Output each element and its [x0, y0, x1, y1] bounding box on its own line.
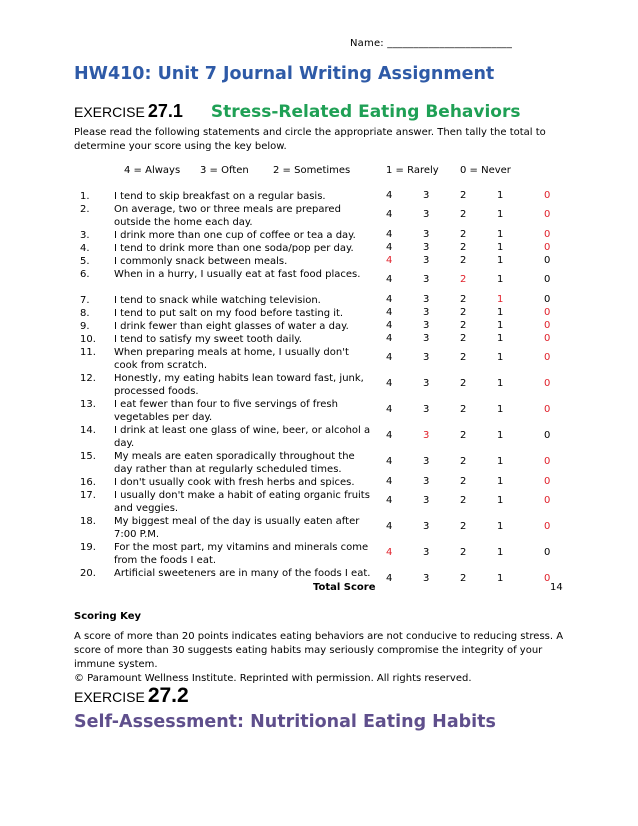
- statement-number: 16.: [80, 477, 96, 488]
- statement-text: Artificial sweeteners are in many of the foods I eat.: [114, 568, 371, 579]
- statement-row: [74, 229, 574, 242]
- score-option[interactable]: 4: [386, 352, 393, 363]
- statement-row: [74, 515, 574, 541]
- name-field-label: Name: ________________________: [350, 38, 513, 49]
- statement-number: 8.: [80, 308, 90, 319]
- statement-number: 9.: [80, 321, 90, 332]
- statement-text: I commonly snack between meals.: [114, 256, 288, 267]
- score-option[interactable]: 3: [423, 307, 430, 318]
- exercise-27-1-heading: [74, 101, 520, 122]
- score-option[interactable]: 1: [497, 320, 504, 331]
- scoring-key-text: [74, 630, 574, 686]
- statement-number: 19.: [80, 542, 96, 553]
- score-option[interactable]: 3: [423, 255, 430, 266]
- statement-row: [74, 320, 574, 333]
- score-option[interactable]: 2: [460, 521, 467, 532]
- score-option[interactable]: 3: [423, 476, 430, 487]
- statement-number: 4.: [80, 243, 90, 254]
- score-option[interactable]: 2: [460, 255, 467, 266]
- statement-number: 1.: [80, 191, 90, 202]
- copyright-notice: © Paramount Wellness Institute. Reprinted with permission. All rights reserved.: [74, 673, 472, 684]
- statement-row: [74, 268, 574, 294]
- score-option[interactable]: 3: [423, 404, 430, 415]
- score-option[interactable]: 3: [423, 430, 430, 441]
- score-option[interactable]: 0: [544, 476, 551, 487]
- exercise-word: EXERCISE: [74, 689, 145, 705]
- key-often: 3 = Often: [200, 165, 249, 176]
- statement-row: [74, 346, 574, 372]
- score-option[interactable]: 3: [423, 209, 430, 220]
- score-option[interactable]: 4: [386, 495, 393, 506]
- score-option[interactable]: 1: [497, 404, 504, 415]
- statement-number: 3.: [80, 230, 90, 241]
- statement-row: [74, 190, 574, 203]
- statement-number: 6.: [80, 269, 90, 280]
- score-option[interactable]: 4: [386, 320, 393, 331]
- score-option[interactable]: 3: [423, 573, 430, 584]
- score-option[interactable]: 0: [544, 209, 551, 220]
- statement-number: 5.: [80, 256, 90, 267]
- score-option[interactable]: 0: [544, 521, 551, 532]
- score-option[interactable]: 1: [497, 229, 504, 240]
- score-option[interactable]: 1: [497, 333, 504, 344]
- score-option[interactable]: 4: [386, 404, 393, 415]
- score-option[interactable]: 1: [497, 378, 504, 389]
- score-option[interactable]: 4: [386, 190, 393, 201]
- score-option[interactable]: 3: [423, 495, 430, 506]
- statement-row: [74, 398, 574, 424]
- score-option[interactable]: 4: [386, 294, 393, 305]
- statement-number: 11.: [80, 347, 96, 358]
- score-option[interactable]: 4: [386, 242, 393, 253]
- score-option[interactable]: 1: [497, 294, 504, 305]
- statement-row: [74, 541, 574, 567]
- score-option[interactable]: 1: [497, 352, 504, 363]
- exercise-title: Stress-Related Eating Behaviors: [210, 102, 521, 122]
- statement-row: [74, 255, 574, 268]
- score-option[interactable]: 4: [386, 573, 393, 584]
- score-option[interactable]: 4: [386, 476, 393, 487]
- statement-row: [74, 333, 574, 346]
- statement-text: I drink at least one glass of wine, beer, or alcohol a day.: [114, 425, 371, 449]
- key-rarely: 1 = Rarely: [386, 165, 439, 176]
- statement-text: I drink fewer than eight glasses of water a day.: [114, 321, 349, 332]
- score-option[interactable]: 4: [386, 307, 393, 318]
- statement-text: I tend to put salt on my food before tasting it.: [114, 308, 344, 319]
- score-option[interactable]: 3: [423, 521, 430, 532]
- score-option[interactable]: 2: [460, 430, 467, 441]
- score-option[interactable]: 0: [544, 378, 551, 389]
- score-option[interactable]: 0: [544, 307, 551, 318]
- score-option[interactable]: 2: [460, 307, 467, 318]
- statement-number: 13.: [80, 399, 96, 410]
- score-option[interactable]: 0: [544, 274, 551, 285]
- statement-number: 7.: [80, 295, 90, 306]
- statement-text: I tend to satisfy my sweet tooth daily.: [114, 334, 302, 345]
- statement-row: [74, 307, 574, 320]
- score-option[interactable]: 0: [544, 190, 551, 201]
- answer-key-row: [74, 165, 554, 179]
- score-option[interactable]: 3: [423, 274, 430, 285]
- score-option[interactable]: 0: [544, 255, 551, 266]
- statement-row: [74, 424, 574, 450]
- score-option[interactable]: 0: [544, 352, 551, 363]
- score-option[interactable]: 1: [497, 430, 504, 441]
- score-option[interactable]: 2: [460, 404, 467, 415]
- score-option[interactable]: 2: [460, 190, 467, 201]
- exercise-27-2-heading: [74, 684, 189, 708]
- score-option[interactable]: 0: [544, 294, 551, 305]
- score-option[interactable]: 2: [460, 573, 467, 584]
- score-option[interactable]: 2: [460, 209, 467, 220]
- score-option[interactable]: 3: [423, 190, 430, 201]
- score-option[interactable]: 2: [460, 495, 467, 506]
- score-option[interactable]: 0: [544, 320, 551, 331]
- score-option[interactable]: 2: [460, 456, 467, 467]
- statement-number: 14.: [80, 425, 96, 436]
- score-option[interactable]: 2: [460, 242, 467, 253]
- exercise-word: EXERCISE: [74, 104, 145, 120]
- score-option[interactable]: 4: [386, 378, 393, 389]
- score-option[interactable]: 2: [460, 352, 467, 363]
- score-option[interactable]: 1: [497, 307, 504, 318]
- score-option[interactable]: 1: [497, 521, 504, 532]
- score-option[interactable]: 1: [497, 495, 504, 506]
- statement-text: For the most part, my vitamins and minerals come from the foods I eat.: [114, 542, 369, 566]
- score-option[interactable]: 4: [386, 209, 393, 220]
- statement-text: When preparing meals at home, I usually don't cook from scratch.: [114, 347, 349, 371]
- score-option[interactable]: 1: [497, 476, 504, 487]
- statement-number: 2.: [80, 204, 90, 215]
- score-option[interactable]: 0: [544, 333, 551, 344]
- score-option[interactable]: 3: [423, 352, 430, 363]
- score-option[interactable]: 4: [386, 430, 393, 441]
- score-option[interactable]: 4: [386, 255, 393, 266]
- score-option[interactable]: 1: [497, 190, 504, 201]
- statement-number: 18.: [80, 516, 96, 527]
- score-option[interactable]: 2: [460, 320, 467, 331]
- statement-row: [74, 450, 574, 476]
- statement-text: On average, two or three meals are prepared outside the home each day.: [114, 204, 341, 228]
- exercise-title: Self-Assessment: Nutritional Eating Habits: [74, 712, 496, 732]
- score-option[interactable]: 4: [386, 229, 393, 240]
- score-option[interactable]: 2: [460, 229, 467, 240]
- score-option[interactable]: 1: [497, 547, 504, 558]
- score-option[interactable]: 2: [460, 378, 467, 389]
- statement-number: 20.: [80, 568, 96, 579]
- total-score-label: Total Score: [313, 582, 376, 593]
- score-option[interactable]: 0: [544, 404, 551, 415]
- score-option[interactable]: 0: [544, 495, 551, 506]
- statement-text: I tend to drink more than one soda/pop per day.: [114, 243, 354, 254]
- statement-row: [74, 203, 574, 229]
- statement-text: I tend to skip breakfast on a regular basis.: [114, 191, 326, 202]
- statement-text: I eat fewer than four to five servings of fresh vegetables per day.: [114, 399, 338, 423]
- score-option[interactable]: 0: [544, 430, 551, 441]
- scoring-description: A score of more than 20 points indicates eating behaviors are not conducive to reducing stress. A score of more than 30 suggests eating habits may seriously compromise the integrity of your immune system.: [74, 631, 564, 670]
- statement-row: [74, 372, 574, 398]
- score-option[interactable]: 0: [544, 573, 551, 584]
- score-option[interactable]: 3: [423, 456, 430, 467]
- statement-text: I usually don't make a habit of eating organic fruits and veggies.: [114, 490, 370, 514]
- statement-text: I tend to snack while watching television.: [114, 295, 321, 306]
- score-option[interactable]: 2: [460, 294, 467, 305]
- exercise-number: 27.2: [147, 684, 189, 707]
- statement-text: I drink more than one cup of coffee or tea a day.: [114, 230, 356, 241]
- score-option[interactable]: 4: [386, 333, 393, 344]
- score-option[interactable]: 4: [386, 521, 393, 532]
- score-option[interactable]: 3: [423, 333, 430, 344]
- total-score-value: 14: [550, 582, 563, 593]
- statement-number: 15.: [80, 451, 96, 462]
- statement-row: [74, 294, 574, 307]
- key-sometimes: 2 = Sometimes: [273, 165, 351, 176]
- score-option[interactable]: 1: [497, 573, 504, 584]
- score-option[interactable]: 0: [544, 242, 551, 253]
- statement-text: I don't usually cook with fresh herbs and spices.: [114, 477, 355, 488]
- score-option[interactable]: 0: [544, 547, 551, 558]
- score-option[interactable]: 4: [386, 547, 393, 558]
- page-title: HW410: Unit 7 Journal Writing Assignment: [74, 64, 495, 84]
- statement-text: Honestly, my eating habits lean toward fast, junk, processed foods.: [114, 373, 364, 397]
- statement-row: [74, 242, 574, 255]
- instructions-text: Please read the following statements and circle the appropriate answer. Then tally the total to determine your score using the key below.: [74, 127, 546, 152]
- statement-row: [74, 476, 574, 489]
- statement-text: When in a hurry, I usually eat at fast food places.: [114, 269, 361, 280]
- score-option[interactable]: 2: [460, 547, 467, 558]
- score-option[interactable]: 1: [497, 255, 504, 266]
- statement-text: My biggest meal of the day is usually eaten after 7:00 P.M.: [114, 516, 360, 540]
- scoring-key-heading: Scoring Key: [74, 611, 141, 622]
- score-option[interactable]: 0: [544, 456, 551, 467]
- score-option[interactable]: 3: [423, 547, 430, 558]
- statement-number: 10.: [80, 334, 96, 345]
- exercise-number: 27.1: [147, 101, 183, 121]
- statement-number: 17.: [80, 490, 96, 501]
- score-option[interactable]: 3: [423, 229, 430, 240]
- score-option[interactable]: 4: [386, 456, 393, 467]
- score-option[interactable]: 2: [460, 476, 467, 487]
- statement-number: 12.: [80, 373, 96, 384]
- score-option[interactable]: 1: [497, 209, 504, 220]
- key-never: 0 = Never: [460, 165, 511, 176]
- score-option[interactable]: 1: [497, 456, 504, 467]
- score-option[interactable]: 3: [423, 378, 430, 389]
- statement-text: My meals are eaten sporadically throughout the day rather than at regularly scheduled times.: [114, 451, 355, 475]
- score-option[interactable]: 2: [460, 274, 467, 285]
- score-option[interactable]: 3: [423, 242, 430, 253]
- score-option[interactable]: 1: [497, 242, 504, 253]
- score-option[interactable]: 4: [386, 274, 393, 285]
- score-option[interactable]: 2: [460, 333, 467, 344]
- key-always: 4 = Always: [124, 165, 181, 176]
- score-option[interactable]: 3: [423, 320, 430, 331]
- statement-row: [74, 489, 574, 515]
- score-option[interactable]: 0: [544, 229, 551, 240]
- score-option[interactable]: 3: [423, 294, 430, 305]
- score-option[interactable]: 1: [497, 274, 504, 285]
